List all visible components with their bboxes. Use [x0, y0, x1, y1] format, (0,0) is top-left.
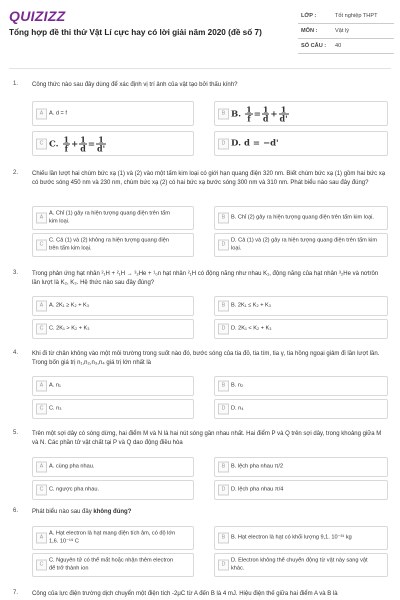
option-b[interactable]	[214, 376, 388, 396]
option-c[interactable]	[32, 319, 194, 339]
meta-row-class	[298, 9, 394, 24]
option-text: A. Hạt electron là hạt mang điện tích âm, có độ lớn 1,6. 10⁻¹⁹ C	[49, 530, 176, 544]
option-b[interactable]	[214, 296, 388, 316]
option-a[interactable]	[32, 376, 194, 396]
option-text: A. 2K₁ ≥ K₂ + K₃	[49, 302, 90, 309]
question-number: 6.	[13, 508, 19, 514]
question-text-plain: Phát biểu nào sau đây	[32, 509, 94, 515]
question-text-emphasis: không đúng?	[93, 509, 132, 515]
option-b[interactable]	[214, 457, 388, 477]
option-d[interactable]	[214, 553, 388, 577]
option-text: B. lệch pha nhau π/2	[231, 463, 284, 470]
option-text: B. Chỉ (2) gây ra hiện tượng quang điện trên tấm kim loại.	[231, 214, 374, 221]
question-text: Chiếu lần lượt hai chùm bức xạ (1) và (2) vào một tấm kim loại có giới hạn quang điện 320 nm. Biết chùm bức xạ (1) gồm hai bức xạ có bước sóng 450 nm và 230 nm, chùm bức xạ (2) có hai bức xạ bước sóng 300 nm và 310 nm. Phát biểu nào sau đây đúng?	[32, 171, 386, 186]
fraction-1-over-d: $\frac{1}{d}$	[80, 134, 86, 153]
option-d[interactable]	[214, 131, 388, 156]
option-text: C. 2K₁ > K₂ + K₃	[49, 325, 90, 332]
question-number: 3.	[13, 270, 19, 276]
option-letter: B	[218, 381, 229, 392]
option-text: C. Cả (1) và (2) không ra hiện tượng quang điện trên tấm kim loại.	[49, 237, 169, 251]
option-text: D. Electron không thể chuyển động từ vật này sang vật khác.	[231, 557, 368, 571]
option-a[interactable]	[32, 457, 194, 477]
option-letter: D	[218, 485, 229, 496]
option-text: D. 2K₁ < K₂ + K₃	[231, 325, 272, 332]
option-text: B. n₂	[231, 382, 244, 389]
option-text: D. lệch pha nhau π/4	[231, 486, 284, 493]
option-letter: A	[36, 108, 47, 119]
option-letter: C	[36, 240, 47, 251]
option-text: B. Hạt electron là hạt có khối lượng 9,1. 10⁻³¹ kg	[231, 534, 352, 541]
meta-value: Tốt nghiệp THPT	[335, 13, 378, 19]
meta-row-subject	[298, 24, 394, 39]
option-letter: C	[36, 485, 47, 496]
option-a[interactable]	[32, 526, 194, 550]
option-c[interactable]	[32, 480, 194, 500]
option-d[interactable]	[214, 319, 388, 339]
fraction-1-over-f: $\frac{1}{f}$	[63, 134, 70, 153]
question-number: 4.	[13, 350, 19, 356]
option-c[interactable]	[32, 553, 194, 577]
meta-table	[298, 9, 394, 54]
meta-label: SỐ CÂU :	[301, 43, 327, 49]
option-letter: A	[36, 533, 47, 544]
quizizz-logo: QUIZIZZ	[9, 8, 66, 24]
option-letter: B	[218, 108, 229, 119]
question-number: 5.	[13, 430, 19, 436]
meta-value: Vật lý	[335, 28, 349, 34]
option-b[interactable]	[214, 206, 388, 230]
option-c[interactable]	[32, 131, 194, 156]
option-text: D. n₄	[231, 405, 244, 412]
option-text: C. Nguyên tử có thể mất hoặc nhận thêm electron để trở thành ion	[49, 557, 174, 571]
option-letter: D	[218, 324, 229, 335]
option-letter: D	[218, 138, 229, 149]
option-text: C. ngược pha nhau.	[49, 486, 100, 493]
option-letter: A	[36, 213, 47, 224]
option-d[interactable]	[214, 480, 388, 500]
option-text: A. d = f	[49, 109, 67, 116]
option-c[interactable]	[32, 399, 194, 419]
question-number: 2.	[13, 170, 19, 176]
worksheet-header	[0, 0, 400, 62]
question-text: Khi đi từ chân không vào một môi trường trong suốt nào đó, bước sóng của tia đỏ, tia tím, tia γ, tia hồng ngoại giảm đi lần lượt lần. Trong bốn giá trị n₁,n₂,n₃,n₄ giá trị lớn nhất là	[32, 351, 380, 366]
option-letter: C	[36, 404, 47, 415]
option-letter: C	[36, 324, 47, 335]
option-prefix: B.	[231, 109, 242, 119]
question-text	[32, 508, 387, 517]
option-text: A. n₁	[49, 382, 61, 389]
option-b[interactable]	[214, 101, 388, 126]
option-text: B. $\frac{1}{f}$ = $\frac{1}{d}$ + $\frac{1}{d'}$	[231, 104, 288, 123]
option-text: A. cùng pha nhau.	[49, 463, 95, 470]
meta-row-count	[298, 39, 394, 54]
option-text: C. $\frac{1}{f}$ + $\frac{1}{d}$ = $\frac{1}{d'}$	[49, 134, 106, 153]
option-letter: B	[218, 462, 229, 473]
fraction-1-over-dprime: $\frac{1}{d'}$	[96, 134, 106, 153]
option-letter: B	[218, 213, 229, 224]
option-letter: A	[36, 301, 47, 312]
option-letter: D	[218, 240, 229, 251]
option-letter: B	[218, 301, 229, 312]
question-text: Trên một sợi dây có sóng dừng, hai điểm M và N là hai nút sóng gần nhau nhất. Hai điểm P và Q trên sợi dây, trong khoảng giữa M và N. Các phần tử vật chất tại P và Q dao động điều hòa	[32, 431, 382, 446]
option-letter: A	[36, 381, 47, 392]
meta-label: LỚP :	[301, 13, 317, 19]
question-text: Trong phản ứng hạt nhân ²₁H + ²₁H → ³₂He + ¹₀n hạt nhân ²₁H có động năng như nhau K₁, động năng của hạt nhân ³₂He và nơtrôn lần lượt là K₂, K₃. Hệ thức nào sau đây đúng?	[32, 271, 379, 286]
fraction-1-over-dprime: $\frac{1}{d'}$	[279, 104, 288, 123]
meta-label: MÔN :	[301, 28, 318, 34]
option-letter: C	[36, 560, 47, 571]
option-b[interactable]	[214, 526, 388, 550]
option-text: D. d = −d'	[231, 137, 279, 148]
question-number: 1.	[13, 81, 19, 87]
question-text: Công thức nào sau đây dùng để xác định vị trí ảnh của vật tạo bởi thấu kính?	[32, 82, 238, 88]
document-title: Tổng hợp đề thi thử Vật Lí cực hay có lời giải năm 2020 (đề số 7)	[9, 28, 262, 37]
option-text: D. Cả (1) và (2) gây ra hiện tượng quang điện trên tấm kim loại.	[231, 237, 378, 251]
option-letter: B	[218, 533, 229, 544]
meta-value: 40	[335, 43, 342, 49]
option-a[interactable]	[32, 206, 194, 230]
fraction-1-over-f: $\frac{1}{f}$	[246, 104, 252, 123]
option-a[interactable]	[32, 101, 194, 126]
option-letter: D	[218, 560, 229, 571]
option-letter: A	[36, 462, 47, 473]
header-divider	[9, 68, 391, 69]
option-d[interactable]	[214, 399, 388, 419]
option-letter: D	[218, 404, 229, 415]
question-number: 7.	[13, 590, 19, 596]
option-prefix: C.	[49, 139, 59, 149]
option-c[interactable]	[32, 233, 194, 257]
question-text: Công của lực điện trường dịch chuyển một điện tích -2μC từ A đến B là 4 mJ. Hiệu điện thế giữa hai điểm A và B là	[32, 591, 338, 597]
fraction-1-over-d: $\frac{1}{d}$	[262, 104, 269, 123]
option-letter: C	[36, 138, 47, 149]
option-d[interactable]	[214, 233, 388, 257]
option-text: B. 2K₁ ≤ K₂ + K₃	[231, 302, 272, 309]
option-text: A. Chỉ (1) gây ra hiện tượng quang điện trên tấm kim loại.	[49, 210, 170, 224]
option-text: C. n₃	[49, 405, 62, 412]
option-a[interactable]	[32, 296, 194, 316]
